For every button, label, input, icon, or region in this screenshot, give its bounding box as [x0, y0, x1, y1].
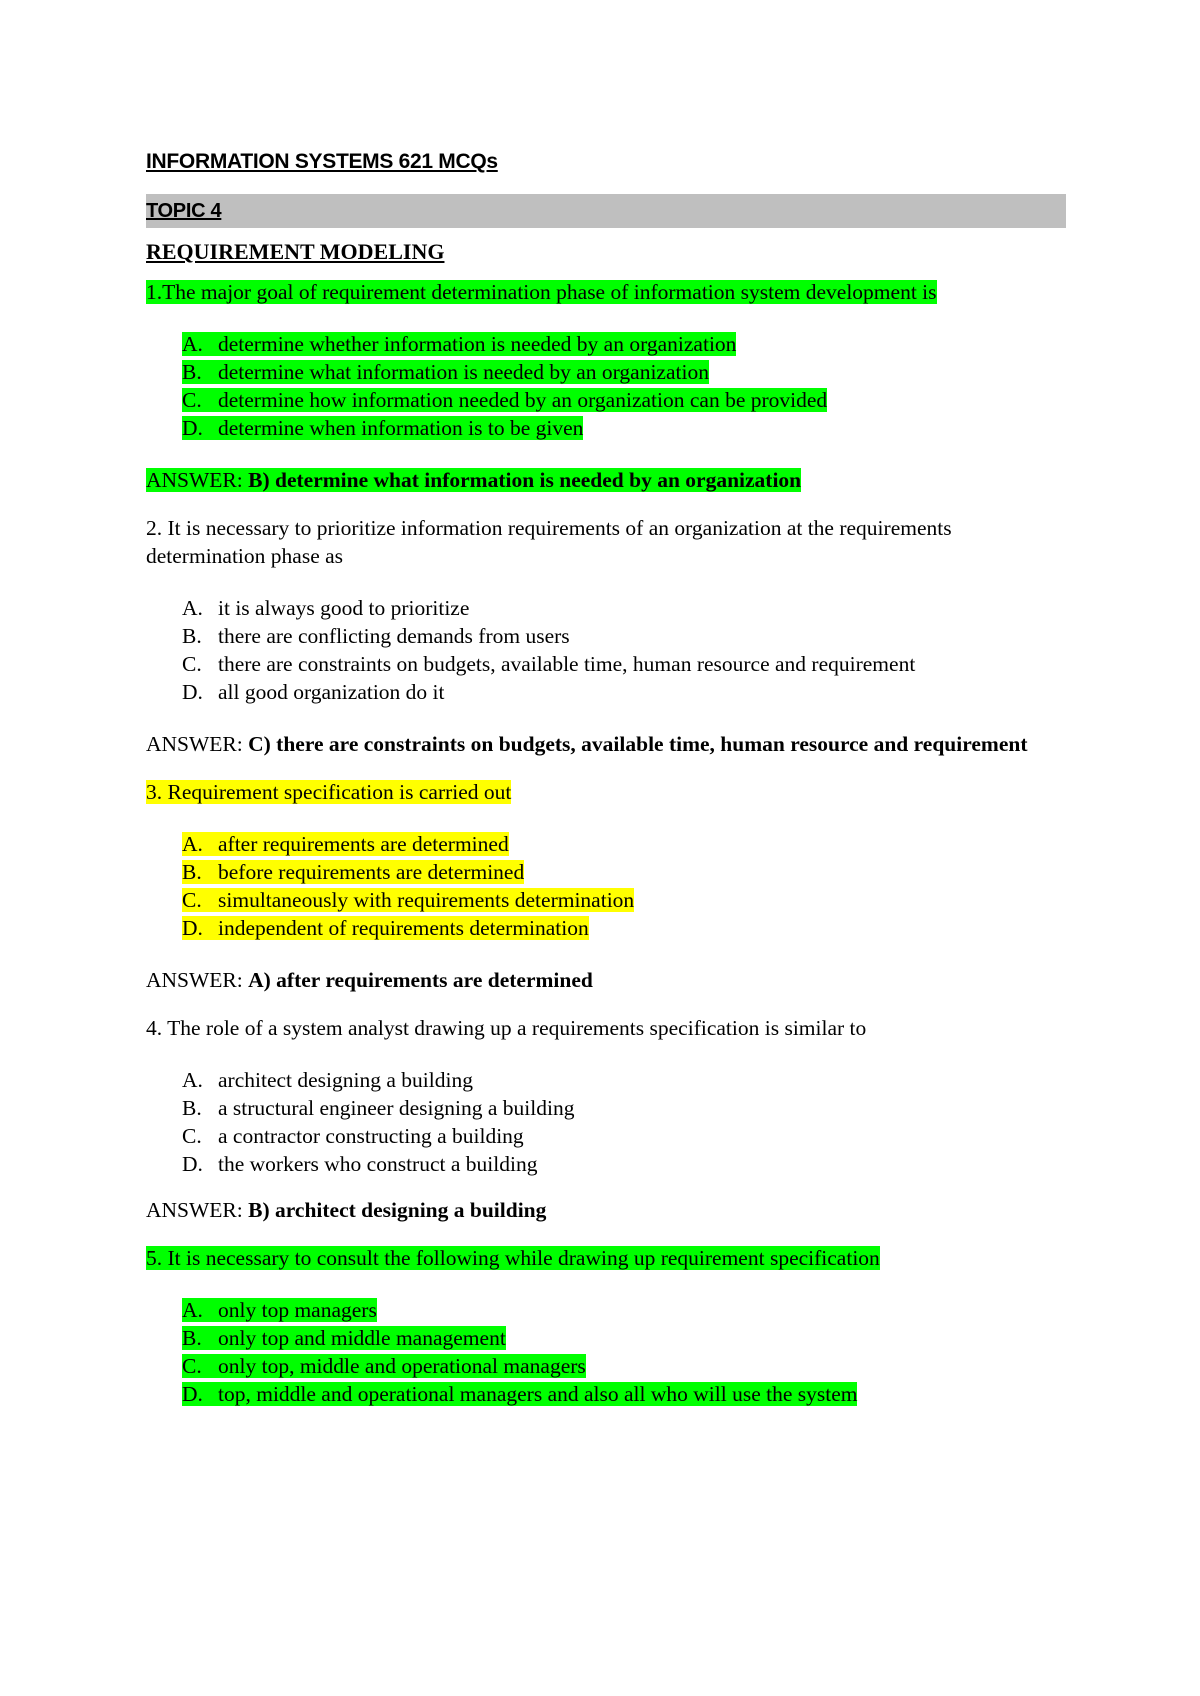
option-text: only top, middle and operational managers — [218, 1354, 586, 1378]
option-a — [182, 1296, 1066, 1324]
answer-2 — [146, 730, 1066, 758]
answer-1 — [146, 466, 1066, 494]
option-b — [182, 358, 1066, 386]
option-d — [182, 1150, 1066, 1178]
option-c — [182, 386, 1066, 414]
option-c — [182, 650, 1066, 678]
options-list — [182, 1296, 1066, 1408]
option-text: determine whether information is needed by an organization — [218, 332, 737, 356]
option-letter: C. — [182, 888, 202, 912]
option-letter: A. — [182, 832, 203, 856]
options-list — [182, 1066, 1066, 1178]
option-text: top, middle and operational managers and also all who will use the system — [218, 1382, 858, 1406]
option-d — [182, 678, 1066, 706]
document-title: INFORMATION SYSTEMS 621 MCQs — [146, 150, 498, 173]
question-text: 3. Requirement specification is carried out — [146, 780, 512, 804]
option-text: a contractor constructing a building — [218, 1124, 524, 1148]
question-text: 5. It is necessary to consult the following while drawing up requirement specification — [146, 1246, 880, 1270]
option-a — [182, 1066, 1066, 1094]
answer-text: A) after requirements are determined — [248, 968, 593, 992]
option-letter: D. — [182, 680, 203, 704]
topic-heading: TOPIC 4 — [146, 194, 1066, 228]
option-text: only top managers — [218, 1298, 377, 1322]
answer-label: ANSWER: — [146, 468, 249, 492]
option-text: the workers who construct a building — [218, 1152, 538, 1176]
question-text: 4. The role of a system analyst drawing up a requirements specification is similar to — [146, 1016, 867, 1040]
option-b — [182, 622, 1066, 650]
answer-3 — [146, 966, 1066, 994]
option-letter: D. — [182, 1152, 203, 1176]
option-text: all good organization do it — [218, 680, 445, 704]
option-text: there are constraints on budgets, available time, human resource and requirement — [218, 652, 916, 676]
option-text: only top and middle management — [218, 1326, 506, 1350]
option-letter: B. — [182, 1096, 202, 1120]
question-4 — [146, 1014, 1066, 1042]
option-letter: A. — [182, 1298, 203, 1322]
option-b — [182, 858, 1066, 886]
option-d — [182, 914, 1066, 942]
option-letter: B. — [182, 360, 202, 384]
option-text: simultaneously with requirements determination — [218, 888, 635, 912]
option-letter: A. — [182, 596, 203, 620]
question-1 — [146, 278, 1066, 306]
option-letter: D. — [182, 1382, 203, 1406]
answer-4 — [146, 1196, 1066, 1224]
option-letter: C. — [182, 1354, 202, 1378]
option-letter: C. — [182, 652, 202, 676]
answer-label: ANSWER: — [146, 1198, 249, 1222]
option-b — [182, 1324, 1066, 1352]
option-text: architect designing a building — [218, 1068, 473, 1092]
option-text: independent of requirements determination — [218, 916, 589, 940]
question-3 — [146, 778, 1066, 806]
options-list — [182, 830, 1066, 942]
option-d — [182, 414, 1066, 442]
option-a — [182, 330, 1066, 358]
option-text: there are conflicting demands from users — [218, 624, 570, 648]
option-c — [182, 1352, 1066, 1380]
answer-text: B) architect designing a building — [248, 1198, 547, 1222]
option-letter: D. — [182, 416, 203, 440]
option-text: after requirements are determined — [218, 832, 509, 856]
answer-text: C) there are constraints on budgets, available time, human resource and requirement — [248, 732, 1028, 756]
option-text: determine what information is needed by an organization — [218, 360, 709, 384]
question-text: 2. It is necessary to prioritize information requirements of an organization at the requirements determination phase as — [146, 516, 952, 568]
option-text: it is always good to prioritize — [218, 596, 470, 620]
option-c — [182, 1122, 1066, 1150]
option-letter: B. — [182, 624, 202, 648]
option-text: a structural engineer designing a building — [218, 1096, 575, 1120]
option-letter: A. — [182, 332, 203, 356]
option-letter: C. — [182, 388, 202, 412]
option-letter: B. — [182, 860, 202, 884]
option-b — [182, 1094, 1066, 1122]
answer-text: B) determine what information is needed by an organization — [248, 468, 802, 492]
option-d — [182, 1380, 1066, 1408]
option-letter: A. — [182, 1068, 203, 1092]
answer-label: ANSWER: — [146, 732, 249, 756]
option-letter: B. — [182, 1326, 202, 1350]
section-heading: REQUIREMENT MODELING — [146, 239, 445, 264]
option-a — [182, 594, 1066, 622]
option-letter: D. — [182, 916, 203, 940]
options-list — [182, 330, 1066, 442]
question-text: 1.The major goal of requirement determination phase of information system development is — [146, 280, 937, 304]
document-content — [146, 148, 1066, 1408]
option-a — [182, 830, 1066, 858]
option-text: determine when information is to be given — [218, 416, 584, 440]
question-5 — [146, 1244, 1066, 1272]
options-list — [182, 594, 1066, 706]
option-c — [182, 886, 1066, 914]
option-letter: C. — [182, 1124, 202, 1148]
question-2 — [146, 514, 1066, 570]
option-text: before requirements are determined — [218, 860, 525, 884]
answer-label: ANSWER: — [146, 968, 249, 992]
option-text: determine how information needed by an organization can be provided — [218, 388, 828, 412]
